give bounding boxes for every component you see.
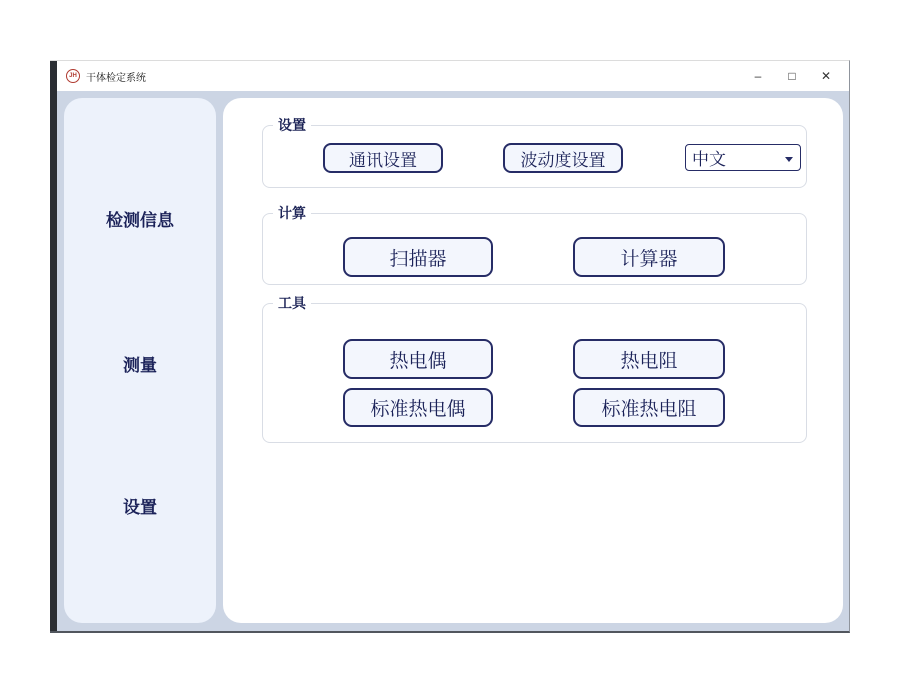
sidebar-item-measurement[interactable]: 测量 — [123, 356, 157, 375]
window-title: 干体检定系统 — [86, 72, 146, 84]
calculator-button[interactable]: 计算器 — [573, 237, 725, 277]
standard-thermocouple-button[interactable]: 标准热电偶 — [343, 388, 493, 427]
fluctuation-settings-button[interactable]: 波动度设置 — [503, 143, 623, 173]
minimize-icon[interactable]: – — [754, 69, 762, 83]
settings-page — [223, 98, 843, 623]
group-settings-label: 设置 — [273, 115, 311, 135]
client-area — [57, 91, 849, 631]
app-window — [50, 60, 850, 633]
sidebar — [64, 98, 216, 623]
chevron-down-icon — [785, 157, 793, 166]
group-tools-label: 工具 — [273, 293, 311, 313]
thermocouple-button[interactable]: 热电偶 — [343, 339, 493, 379]
sidebar-item-settings[interactable]: 设置 — [123, 498, 157, 517]
thermal-resistor-button[interactable]: 热电阻 — [573, 339, 725, 379]
sidebar-item-detection-info[interactable]: 检测信息 — [106, 211, 174, 230]
group-tools — [262, 295, 807, 443]
communication-settings-button[interactable]: 通讯设置 — [323, 143, 443, 173]
group-calculation-label: 计算 — [273, 203, 311, 223]
scanner-button[interactable]: 扫描器 — [343, 237, 493, 277]
app-logo-icon: JH — [66, 69, 80, 83]
group-calculation — [262, 205, 807, 285]
group-settings — [262, 117, 807, 188]
maximize-icon[interactable]: □ — [788, 69, 796, 83]
standard-thermal-resistor-button[interactable]: 标准热电阻 — [573, 388, 725, 427]
close-icon[interactable]: ✕ — [820, 69, 832, 83]
window-left-edge — [50, 61, 57, 631]
window-controls — [741, 61, 849, 91]
language-select-value: 中文 — [692, 150, 726, 169]
language-select[interactable] — [685, 144, 801, 171]
title-bar — [57, 61, 849, 91]
